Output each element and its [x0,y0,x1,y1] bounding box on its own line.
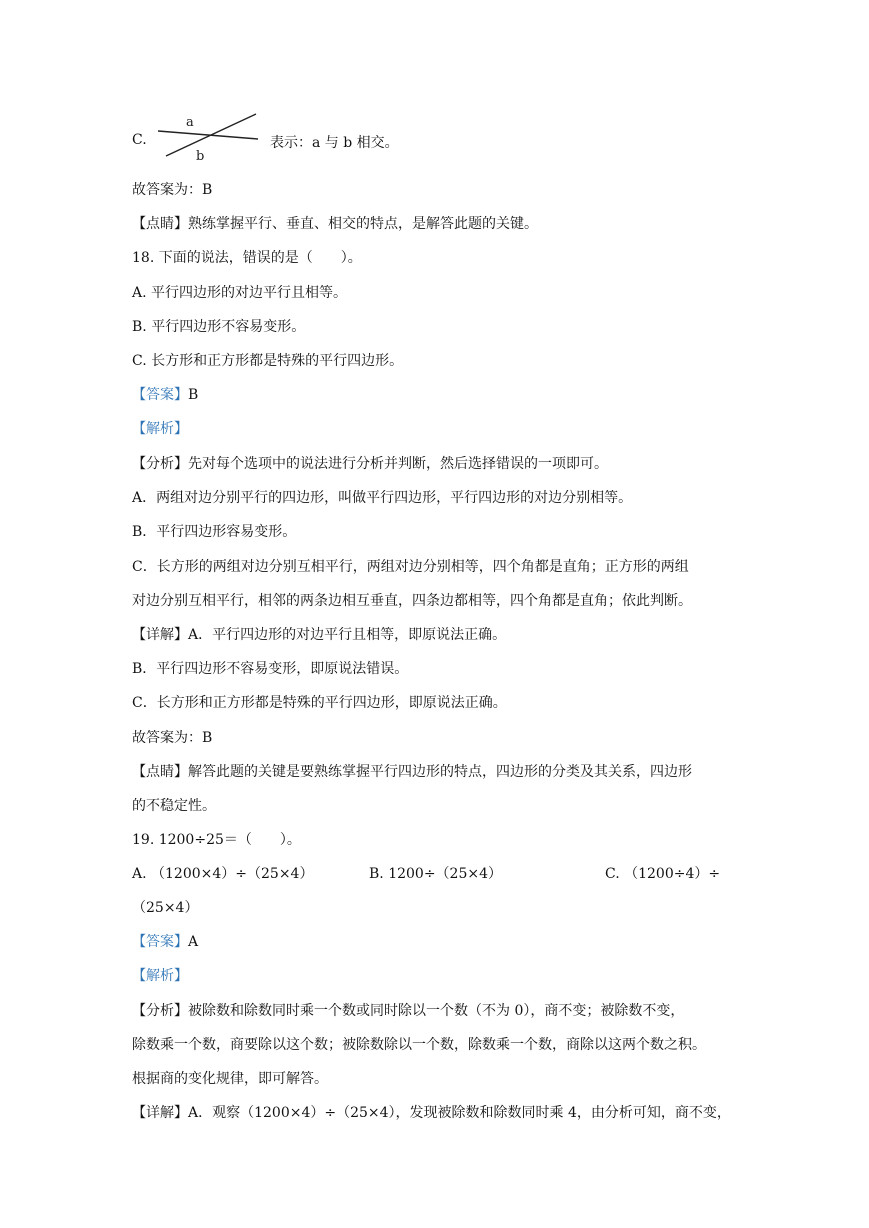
option-c-label: C. [132,132,147,148]
q19-option-c: C. （1200÷4）÷ [605,866,721,882]
answer-value: A [188,934,199,950]
q18-detail-b: B．平行四边形不容易变形，即原说法错误。 [132,661,409,677]
question-18: 18. 下面的说法，错误的是（ ）。 [132,250,362,266]
q19-analysis-3: 根据商的变化规律，即可解答。 [132,1071,328,1087]
q18-analysis-tag: 【解析】 [132,421,188,437]
question-19: 19. 1200÷25＝（ ）。 [132,832,301,848]
q19-option-a: A. （1200×4）÷（25×4） [132,866,314,882]
answer-value: B [188,387,199,403]
line-b [166,114,256,156]
q18-option-a: A. 平行四边形的对边平行且相等。 [132,285,348,301]
q19-analysis-tag: 【解析】 [132,968,188,984]
q18-comment-1: 【点睛】解答此题的关键是要熟练掌握平行四边形的特点，四边形的分类及其关系，四边形 [132,764,692,780]
option-c-description: 表示：a 与 b 相交。 [270,135,399,151]
q18-analysis: 【分析】先对每个选项中的说法进行分析并判断，然后选择错误的一项即可。 [132,456,608,472]
q18-option-b: B. 平行四边形不容易变形。 [132,319,306,335]
q19-option-b: B. 1200÷（25×4） [369,866,502,882]
q19-answer [132,932,198,952]
option-c-intersecting-lines [132,108,432,164]
q18-detail-a: 【详解】A．平行四边形的对边平行且相等，即原说法正确。 [132,627,507,643]
q18-comment-2: 的不稳定性。 [132,798,216,814]
q18-analysis-a: A．两组对边分别平行的四边形，叫做平行四边形，平行四边形的对边分别相等。 [132,490,633,506]
q19-analysis-2: 除数乘一个数，商要除以这个数；被除数除以一个数，除数乘一个数，商除以这两个数之积。 [132,1037,706,1053]
answer-tag: 【答案】 [132,934,188,950]
q18-option-c: C. 长方形和正方形都是特殊的平行四边形。 [132,353,404,369]
q18-analysis-b: B．平行四边形容易变形。 [132,524,297,540]
q18-final-answer: 故答案为：B [132,730,213,746]
intersecting-lines-figure [158,108,268,164]
q19-detail-a: 【详解】A．观察（1200×4）÷（25×4），发现被除数和除数同时乘 4，由分析可知，商不变， [132,1105,731,1121]
q18-detail-c: C．长方形和正方形都是特殊的平行四边形，即原说法正确。 [132,695,507,711]
q19-option-c-cont: （25×4） [132,900,199,916]
line-b-label: b [196,149,205,164]
answer-tag: 【答案】 [132,387,188,403]
q18-analysis-c1: C．长方形的两组对边分别互相平行，两组对边分别相等，四个角都是直角；正方形的两组 [132,559,689,575]
line-a [158,131,258,139]
answer-line: 故答案为：B [132,182,213,198]
line-a-label: a [186,115,194,130]
comment-line: 【点睛】熟练掌握平行、垂直、相交的特点，是解答此题的关键。 [132,216,538,232]
q18-answer [132,385,198,405]
q19-analysis-1: 【分析】被除数和除数同时乘一个数或同时除以一个数（不为 0），商不变；被除数不变， [132,1003,685,1019]
q18-analysis-c2: 对边分别互相平行，相邻的两条边相互垂直，四条边都相等，四个角都是直角；依此判断。 [132,593,692,609]
